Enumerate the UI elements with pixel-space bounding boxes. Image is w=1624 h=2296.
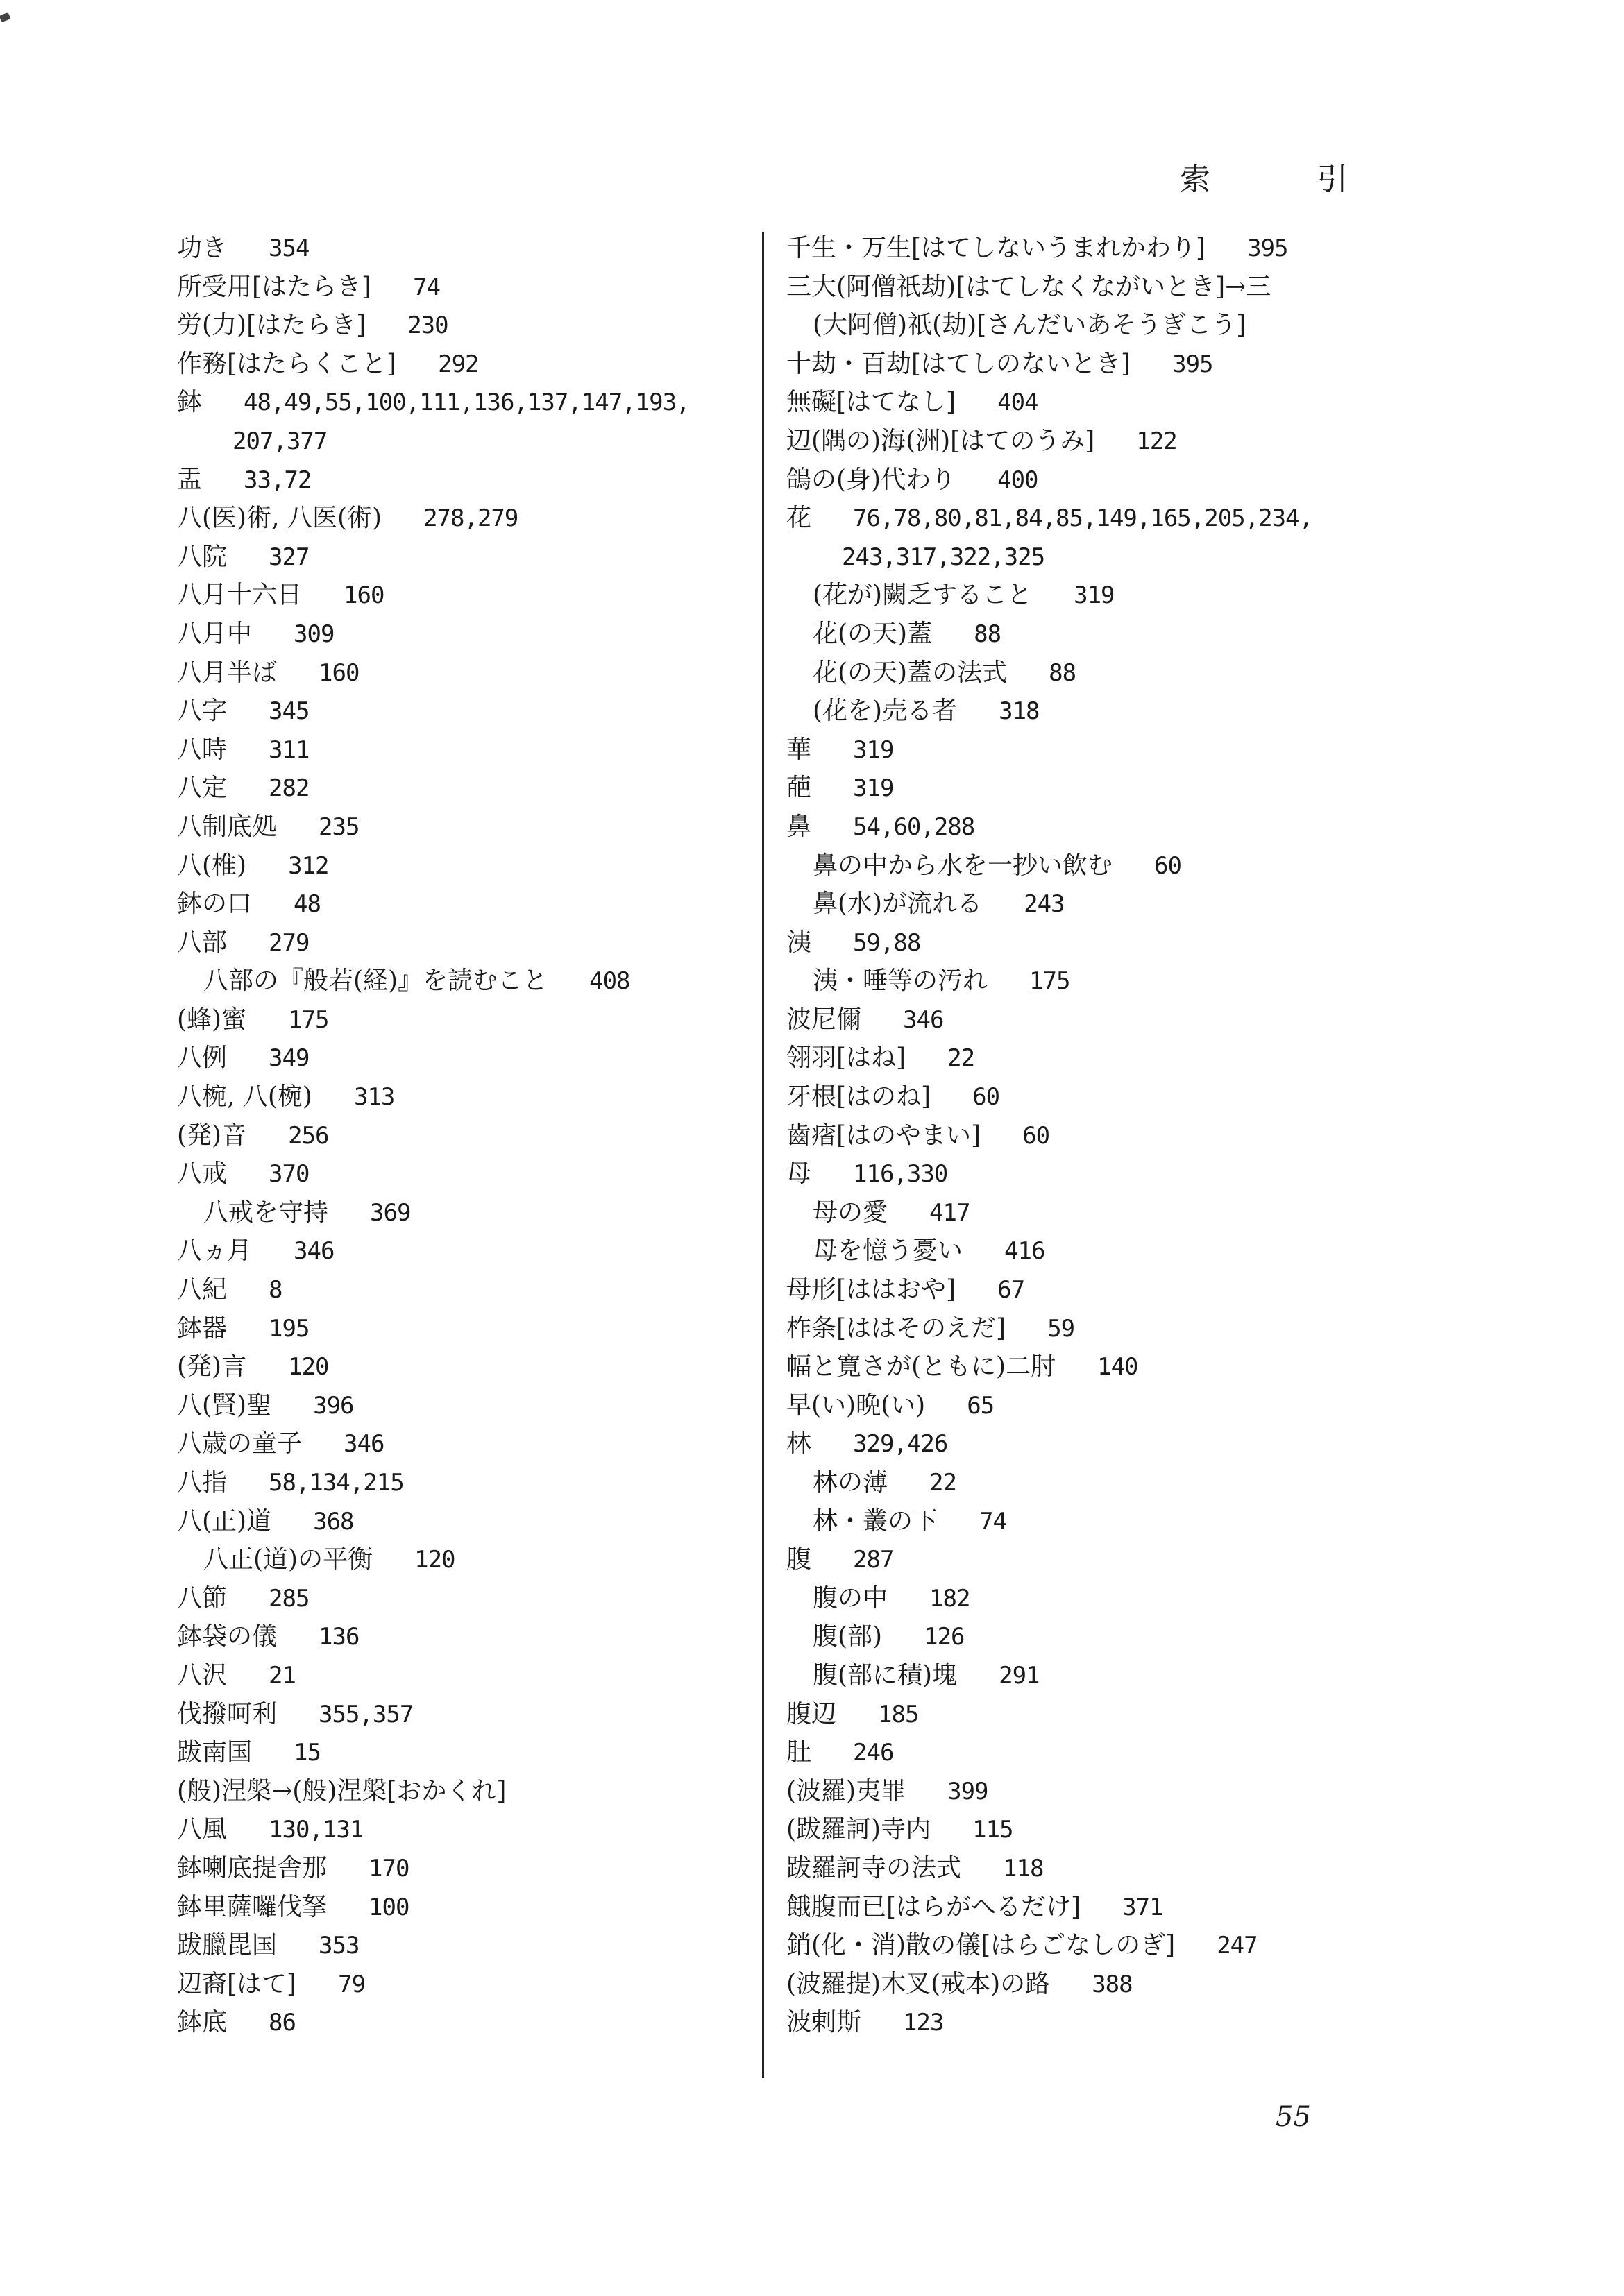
index-entry	[786, 499, 1376, 538]
index-page-refs: 88	[974, 620, 1001, 648]
index-entry	[786, 576, 1376, 615]
index-page-refs: 74	[979, 1507, 1006, 1536]
index-entry	[786, 1155, 1376, 1193]
index-page-refs: 400	[997, 466, 1038, 494]
index-term: 餓腹而已[はらがへるだけ]	[786, 1892, 1081, 1921]
index-page-refs: 353	[319, 1932, 360, 1960]
index-entry	[786, 1579, 1376, 1618]
index-entry	[786, 769, 1376, 808]
index-entry	[786, 731, 1376, 769]
column-divider	[762, 232, 764, 2078]
index-entry	[177, 1617, 760, 1656]
index-page-refs: 243,317,322,325	[842, 543, 1045, 571]
index-page-refs: 291	[999, 1661, 1040, 1690]
index-entry	[177, 461, 760, 500]
index-entry	[177, 1116, 760, 1155]
index-term: 幅と寛さが(ともに)二肘	[786, 1352, 1056, 1381]
index-term: 八月半ば	[177, 658, 278, 687]
index-term: 母を憶う憂い	[813, 1236, 963, 1266]
index-entry	[786, 1463, 1376, 1502]
index-entry	[177, 1078, 760, 1116]
index-page-refs: 21	[269, 1661, 296, 1690]
index-page-refs: 48,49,55,100,111,136,137,147,193,	[244, 389, 690, 417]
page-header-title: 索 引	[1180, 162, 1396, 197]
index-entry	[177, 1656, 760, 1695]
index-term: 鉢喇底提舎那	[177, 1853, 328, 1882]
index-page-refs: 319	[853, 735, 894, 764]
index-entry	[177, 538, 760, 577]
index-term: 柞条[ははそのえだ]	[786, 1313, 1006, 1343]
index-page-refs: 136	[319, 1623, 360, 1651]
index-entry	[786, 808, 1376, 847]
index-entry	[177, 1695, 760, 1734]
index-entry	[177, 1540, 760, 1579]
index-entry	[177, 1849, 760, 1888]
scan-speck	[0, 12, 10, 22]
index-term: 鼻	[786, 812, 812, 841]
index-entry	[786, 1617, 1376, 1656]
index-page-refs: 76,78,80,81,84,85,149,165,205,234,	[853, 504, 1312, 533]
index-term: 林の薄	[813, 1468, 888, 1497]
index-term: 肚	[786, 1738, 812, 1767]
index-entry	[786, 1810, 1376, 1849]
index-term: 母	[786, 1159, 812, 1189]
index-entry	[786, 1926, 1376, 1965]
index-entry	[177, 1772, 760, 1811]
index-term: 八字	[177, 697, 228, 726]
index-page-refs: 312	[288, 851, 329, 880]
index-term: 辺裔[はて]	[177, 1969, 297, 1998]
index-term: 鉢の口	[177, 890, 253, 919]
index-term: 腹の中	[813, 1583, 888, 1613]
index-entry	[786, 1849, 1376, 1888]
index-page-refs: 417	[929, 1198, 970, 1227]
index-entry	[786, 1193, 1376, 1232]
index-page-refs: 235	[319, 813, 360, 841]
index-entry	[786, 422, 1376, 461]
index-entry	[177, 1502, 760, 1541]
index-entry	[177, 1888, 760, 1927]
index-entry	[786, 1695, 1376, 1734]
index-page-refs: 123	[903, 2009, 944, 2037]
index-term: 齒㾪[はのやまい]	[786, 1121, 981, 1150]
index-entry	[177, 268, 760, 307]
index-page-refs: 65	[967, 1391, 995, 1420]
index-page-refs: 327	[269, 543, 310, 571]
index-page-refs: 86	[269, 2009, 296, 2037]
index-entry	[786, 885, 1376, 924]
index-page-refs: 309	[294, 620, 335, 648]
index-entry	[177, 1463, 760, 1502]
index-page-refs: 54,60,288	[853, 813, 975, 841]
index-term: 波尼儞	[786, 1005, 862, 1034]
index-term: 所受用[はたらき]	[177, 272, 372, 301]
index-term: 鉢器	[177, 1313, 228, 1343]
index-term: 作務[はたらくこと]	[177, 349, 397, 378]
index-page-refs: 292	[438, 350, 479, 378]
index-term: (般)涅槃→(般)涅槃[おかくれ]	[177, 1776, 507, 1805]
index-term: 跋臘毘国	[177, 1931, 278, 1960]
index-page-refs: 396	[313, 1391, 354, 1420]
index-entry	[177, 1039, 760, 1078]
index-entry	[177, 2003, 760, 2042]
index-term: 八部	[177, 928, 228, 957]
index-page-refs: 369	[370, 1198, 411, 1227]
index-page-refs: 195	[269, 1314, 310, 1343]
index-page-refs: 354	[269, 235, 310, 262]
index-term: 八月中	[177, 619, 253, 648]
index-term: 労(力)[はたらき]	[177, 311, 366, 340]
index-page-refs: 285	[269, 1584, 310, 1613]
index-term: 八戒	[177, 1159, 228, 1189]
index-term: 十劫・百劫[はてしのないとき]	[786, 349, 1131, 378]
index-term: 葩	[786, 774, 812, 803]
index-page-refs: 22	[929, 1469, 956, 1497]
index-page-refs: 345	[269, 697, 310, 726]
index-entry	[177, 1965, 760, 2004]
index-page-refs: 399	[947, 1777, 988, 1805]
index-page-refs: 59,88	[853, 928, 921, 957]
index-page-refs: 313	[353, 1083, 395, 1112]
index-entry	[786, 1309, 1376, 1348]
index-term: 翎羽[はね]	[786, 1044, 906, 1073]
index-term: 八(正)道	[177, 1506, 272, 1536]
index-page-refs: 416	[1004, 1237, 1045, 1266]
index-entry	[786, 1656, 1376, 1695]
index-page-refs: 140	[1097, 1353, 1138, 1381]
index-page-refs: 311	[269, 735, 310, 764]
index-page-refs: 318	[999, 697, 1040, 726]
index-entry	[177, 962, 760, 1001]
index-term: (花が)闕乏すること	[813, 581, 1033, 610]
index-page-refs: 60	[972, 1083, 1000, 1112]
index-term: 鉢	[177, 388, 203, 417]
index-page-refs: 247	[1217, 1932, 1258, 1960]
index-entry	[786, 229, 1376, 268]
index-entry	[177, 692, 760, 731]
index-term: 花	[786, 504, 812, 533]
index-term: 盂	[177, 465, 203, 494]
index-page-refs: 120	[288, 1353, 329, 1381]
page-number: 55	[1276, 2101, 1311, 2133]
index-page-refs: 74	[413, 273, 441, 301]
index-entry	[177, 769, 760, 808]
index-page-refs: 48	[294, 890, 321, 919]
index-term: 無礙[はてなし]	[786, 388, 956, 417]
index-page-refs: 319	[1074, 581, 1115, 610]
index-term: 牙根[はのね]	[786, 1082, 931, 1112]
index-entry	[786, 962, 1376, 1001]
index-term: 花(の天)蓋の法式	[813, 658, 1008, 687]
index-page-refs: 115	[972, 1816, 1013, 1844]
index-page-refs: 182	[929, 1584, 970, 1613]
index-entry	[786, 2003, 1376, 2042]
index-term: 八制底処	[177, 812, 278, 841]
index-term: 母の愛	[813, 1198, 888, 1227]
index-page-refs: 120	[414, 1546, 455, 1574]
index-entry	[177, 229, 760, 268]
index-entry	[786, 1116, 1376, 1155]
index-page-refs: 15	[294, 1739, 321, 1767]
index-term: 三大(阿僧祇劫)[はてしなくながいとき]→三	[786, 272, 1271, 301]
index-page-refs: 368	[313, 1507, 354, 1536]
index-page-refs: 22	[947, 1044, 975, 1073]
index-entry	[177, 847, 760, 885]
index-term: 腹	[786, 1545, 812, 1574]
index-entry	[786, 1001, 1376, 1039]
index-term: 洟	[786, 928, 812, 957]
index-term: 八指	[177, 1468, 228, 1497]
index-term: 八部の『般若(経)』を読むこと	[203, 967, 548, 996]
index-page-refs: 243	[1024, 890, 1065, 919]
index-page-refs: 319	[853, 774, 894, 803]
index-entry	[177, 1001, 760, 1039]
index-page-refs: 100	[369, 1893, 409, 1921]
index-page-refs: 116,330	[853, 1160, 948, 1189]
index-entry	[786, 1540, 1376, 1579]
index-page-refs: 88	[1049, 658, 1076, 687]
index-term: 八風	[177, 1815, 228, 1844]
index-page-refs: 287	[853, 1546, 894, 1574]
index-term: 辺(隅の)海(洲)[はてのうみ]	[786, 426, 1095, 455]
index-page-refs: 256	[288, 1121, 329, 1150]
index-term: 八節	[177, 1583, 228, 1613]
index-term: 八ヵ月	[177, 1236, 253, 1266]
index-term: 八院	[177, 542, 228, 571]
index-term: 洟・唾等の汚れ	[813, 967, 988, 996]
index-entry	[786, 1733, 1376, 1772]
index-term: 花(の天)蓋	[813, 619, 933, 648]
index-page-refs: 346	[903, 1005, 944, 1034]
index-term: 華	[786, 735, 812, 764]
index-entry	[786, 1347, 1376, 1386]
index-term: 跋羅訶寺の法式	[786, 1853, 962, 1882]
index-entry	[177, 1270, 760, 1309]
index-page-refs: 160	[319, 658, 360, 687]
index-term: (発)音	[177, 1121, 247, 1150]
index-page-refs: 404	[997, 389, 1038, 417]
index-term: 腹(部)	[813, 1622, 883, 1651]
index-entry	[786, 1232, 1376, 1270]
index-entry	[786, 1425, 1376, 1463]
index-entry	[177, 422, 760, 461]
index-entry	[177, 615, 760, 654]
left-index-column	[177, 229, 760, 2042]
index-term: 八月十六日	[177, 581, 303, 610]
index-entry	[177, 808, 760, 847]
index-entry	[786, 847, 1376, 885]
index-page-refs: 58,134,215	[269, 1469, 404, 1497]
index-term: 八沢	[177, 1660, 228, 1690]
index-page-refs: 346	[344, 1430, 384, 1459]
index-term: 鉢袋の儀	[177, 1622, 278, 1651]
index-entry	[786, 1965, 1376, 2004]
index-page-refs: 160	[344, 581, 384, 610]
index-entry	[786, 1078, 1376, 1116]
index-entry	[786, 1039, 1376, 1078]
index-entry	[177, 924, 760, 962]
index-entry	[177, 1926, 760, 1965]
index-page-refs: 355,357	[319, 1700, 414, 1728]
index-entry	[786, 306, 1376, 345]
index-term: 鉢里薩囉伐拏	[177, 1892, 328, 1921]
index-term: 八歳の童子	[177, 1429, 303, 1459]
index-term: 八(賢)聖	[177, 1391, 272, 1420]
index-entry	[177, 885, 760, 924]
index-entry	[177, 654, 760, 692]
index-term: 鼻(水)が流れる	[813, 890, 983, 919]
index-page-refs: 175	[288, 1005, 329, 1034]
index-term: 功き	[177, 234, 228, 262]
index-entry	[177, 1386, 760, 1425]
index-term: 八戒を守持	[203, 1198, 329, 1227]
index-entry	[786, 1888, 1376, 1927]
index-entry	[786, 924, 1376, 962]
index-entry	[177, 1232, 760, 1270]
index-term: 八椀, 八(椀)	[177, 1082, 312, 1112]
index-page-refs: 395	[1172, 350, 1213, 378]
index-entry	[786, 1386, 1376, 1425]
index-term: 母形[ははおや]	[786, 1275, 956, 1304]
index-entry	[177, 1309, 760, 1348]
index-page-refs: 79	[338, 1970, 366, 1998]
index-page-refs: 33,72	[244, 466, 312, 494]
index-page-refs: 175	[1029, 967, 1070, 996]
index-entry	[786, 383, 1376, 422]
index-term: 早(い)晩(い)	[786, 1391, 926, 1420]
index-term: 八正(道)の平衡	[203, 1545, 373, 1574]
index-page-refs: 279	[269, 928, 310, 957]
index-term: 八定	[177, 774, 228, 803]
index-entry	[177, 383, 760, 422]
index-page-refs: 230	[407, 312, 448, 340]
index-term: 跋南国	[177, 1738, 253, 1767]
index-term: 八紀	[177, 1275, 228, 1304]
index-entry	[177, 1810, 760, 1849]
right-index-column	[786, 229, 1376, 2042]
index-term: 八時	[177, 735, 228, 764]
index-page-refs: 126	[924, 1623, 965, 1651]
index-term: 八(医)術, 八医(術)	[177, 504, 382, 533]
index-page-refs: 370	[269, 1160, 310, 1189]
index-term: 八(椎)	[177, 851, 247, 880]
index-entry	[177, 731, 760, 769]
index-term: 林・叢の下	[813, 1506, 938, 1536]
index-page-refs: 59	[1047, 1314, 1075, 1343]
index-entry	[177, 1579, 760, 1618]
index-entry	[786, 692, 1376, 731]
index-entry	[177, 1733, 760, 1772]
index-entry	[177, 306, 760, 345]
index-term: (花を)売る者	[813, 697, 958, 726]
index-page-refs: 67	[997, 1276, 1025, 1304]
index-term: (大阿僧)祇(劫)[さんだいあそうぎこう]	[813, 311, 1246, 340]
index-entry	[786, 461, 1376, 500]
index-term: 鼻の中から水を一抄い飲む	[813, 851, 1113, 880]
index-term: 千生・万生[はてしないうまれかわり]	[786, 234, 1206, 262]
index-entry	[177, 1347, 760, 1386]
index-entry	[786, 538, 1376, 577]
index-term: 鴿の(身)代わり	[786, 465, 956, 494]
index-entry	[786, 1270, 1376, 1309]
index-page-refs: 60	[1022, 1121, 1050, 1150]
index-entry	[177, 1425, 760, 1463]
index-page-refs: 349	[269, 1044, 310, 1073]
index-entry	[786, 654, 1376, 692]
index-page-refs: 246	[853, 1739, 894, 1767]
index-entry	[177, 345, 760, 384]
index-page-refs: 346	[294, 1237, 335, 1266]
index-page-refs: 388	[1092, 1970, 1133, 1998]
index-page-refs: 185	[878, 1700, 919, 1728]
index-term: 波剌斯	[786, 2008, 862, 2037]
index-entry	[786, 345, 1376, 384]
index-term: 伐撥呵利	[177, 1699, 278, 1728]
index-page-refs: 395	[1247, 235, 1288, 262]
index-page-refs: 278,279	[423, 504, 518, 533]
index-term: (波羅)夷罪	[786, 1776, 906, 1805]
index-page-refs: 130,131	[269, 1816, 364, 1844]
index-term: 銷(化・消)散の儀[はらごなしのぎ]	[786, 1931, 1176, 1960]
index-term: (蜂)蜜	[177, 1005, 247, 1034]
index-entry	[177, 499, 760, 538]
index-entry	[786, 1502, 1376, 1541]
index-page-refs: 118	[1003, 1854, 1044, 1882]
index-entry	[177, 576, 760, 615]
index-entry	[786, 268, 1376, 307]
index-page-refs: 329,426	[853, 1430, 948, 1459]
index-entry	[177, 1155, 760, 1193]
index-term: (波羅提)木叉(戒本)の路	[786, 1969, 1051, 1998]
index-page-refs: 371	[1122, 1893, 1163, 1921]
index-entry	[786, 615, 1376, 654]
index-term: 林	[786, 1429, 812, 1459]
index-term: 腹辺	[786, 1699, 837, 1728]
index-page-refs: 170	[369, 1854, 409, 1882]
index-term: 八例	[177, 1044, 228, 1073]
index-term: (発)言	[177, 1352, 247, 1381]
index-page-refs: 282	[269, 774, 310, 803]
index-entry	[786, 1772, 1376, 1811]
index-page-refs: 408	[589, 967, 630, 996]
index-term: 腹(部に積)塊	[813, 1660, 958, 1690]
index-page-refs: 207,377	[232, 427, 328, 455]
index-page-refs: 8	[269, 1276, 282, 1304]
index-page-refs: 60	[1154, 851, 1181, 880]
index-term: 鉢底	[177, 2008, 228, 2037]
index-page-refs: 122	[1136, 427, 1177, 455]
index-entry	[177, 1193, 760, 1232]
index-term: (跋羅訶)寺内	[786, 1815, 931, 1844]
